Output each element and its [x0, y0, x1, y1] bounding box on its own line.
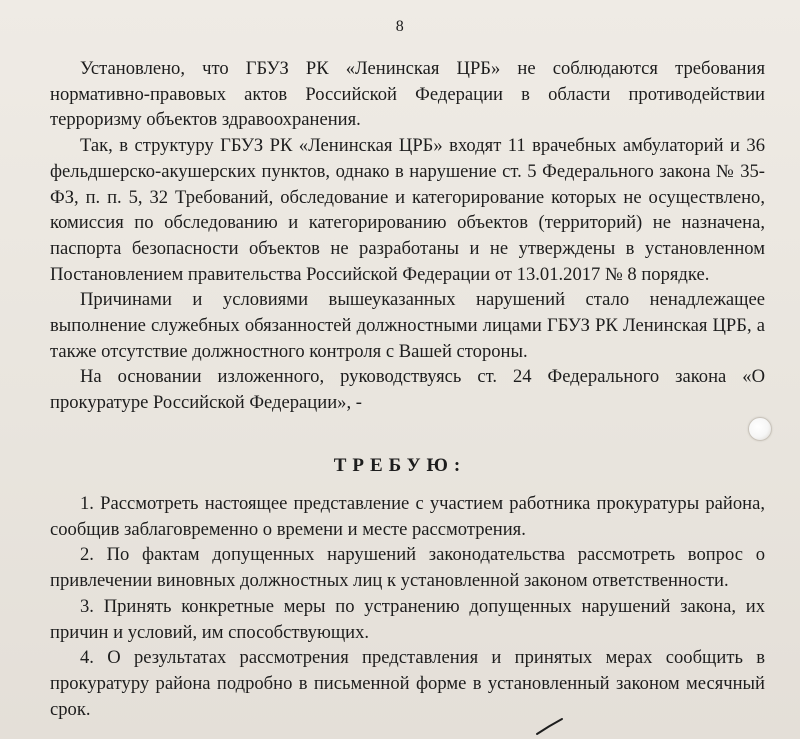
paragraph-finding: Установлено, что ГБУЗ РК «Ленинская ЦРБ» не соблюдаются требования нормативно-правовых актов Российской Федерации в области противодействии терроризму объектов здравоохранения. — [50, 58, 765, 131]
signature-stroke — [535, 716, 565, 736]
page-number: 8 — [395, 18, 405, 35]
paragraph-causes: Причинами и условиями вышеуказанных нарушений стало ненадлежащее выполнение служебных обязанностей должностными лицами ГБУЗ РК Ленинская ЦРБ, а также отсутствие должностного контроля с Вашей стороны. — [50, 289, 765, 362]
demand-item-2: 2. По фактам допущенных нарушений законодательства рассмотреть вопрос о привлечении виновных должностных лиц к установленной законом ответственности. — [50, 544, 765, 592]
hole-punch-mark — [748, 417, 772, 441]
demand-item-4: 4. О результатах рассмотрения представления и принятых мерах сообщить в прокуратуру района подробно в письменной форме в установленный законом месячный срок. — [50, 647, 765, 720]
demand-heading: ТРЕБУЮ: — [333, 455, 467, 476]
document-body — [50, 56, 765, 416]
paragraph-structure-violation: Так, в структуру ГБУЗ РК «Ленинская ЦРБ» входят 11 врачебных амбулаторий и 36 фельдшерско-акушерских пунктов, однако в нарушение ст. 5 Федерального закона № 35-ФЗ, п. п. 5, 32 Требований, обследование и категорирование которых не осуществлено, комиссия по обследованию и категорированию объектов (территорий) не назначена, паспорта безопасности объектов не разработаны и не утверждены в установленном Постановлением правительства Российской Федерации от 13.01.2017 № 8 порядке. — [50, 135, 765, 285]
demand-item-3: 3. Принять конкретные меры по устранению допущенных нарушений закона, их причин и условий, им способствующих. — [50, 595, 765, 643]
demand-item-1: 1. Рассмотреть настоящее представление с участием работника прокуратуры района, сообщив заблаговременно о времени и месте рассмотрения. — [50, 493, 765, 540]
demands-list — [50, 491, 765, 722]
paragraph-legal-basis: На основании изложенного, руководствуясь ст. 24 Федерального закона «О прокуратуре Российской Федерации», - — [50, 366, 765, 414]
